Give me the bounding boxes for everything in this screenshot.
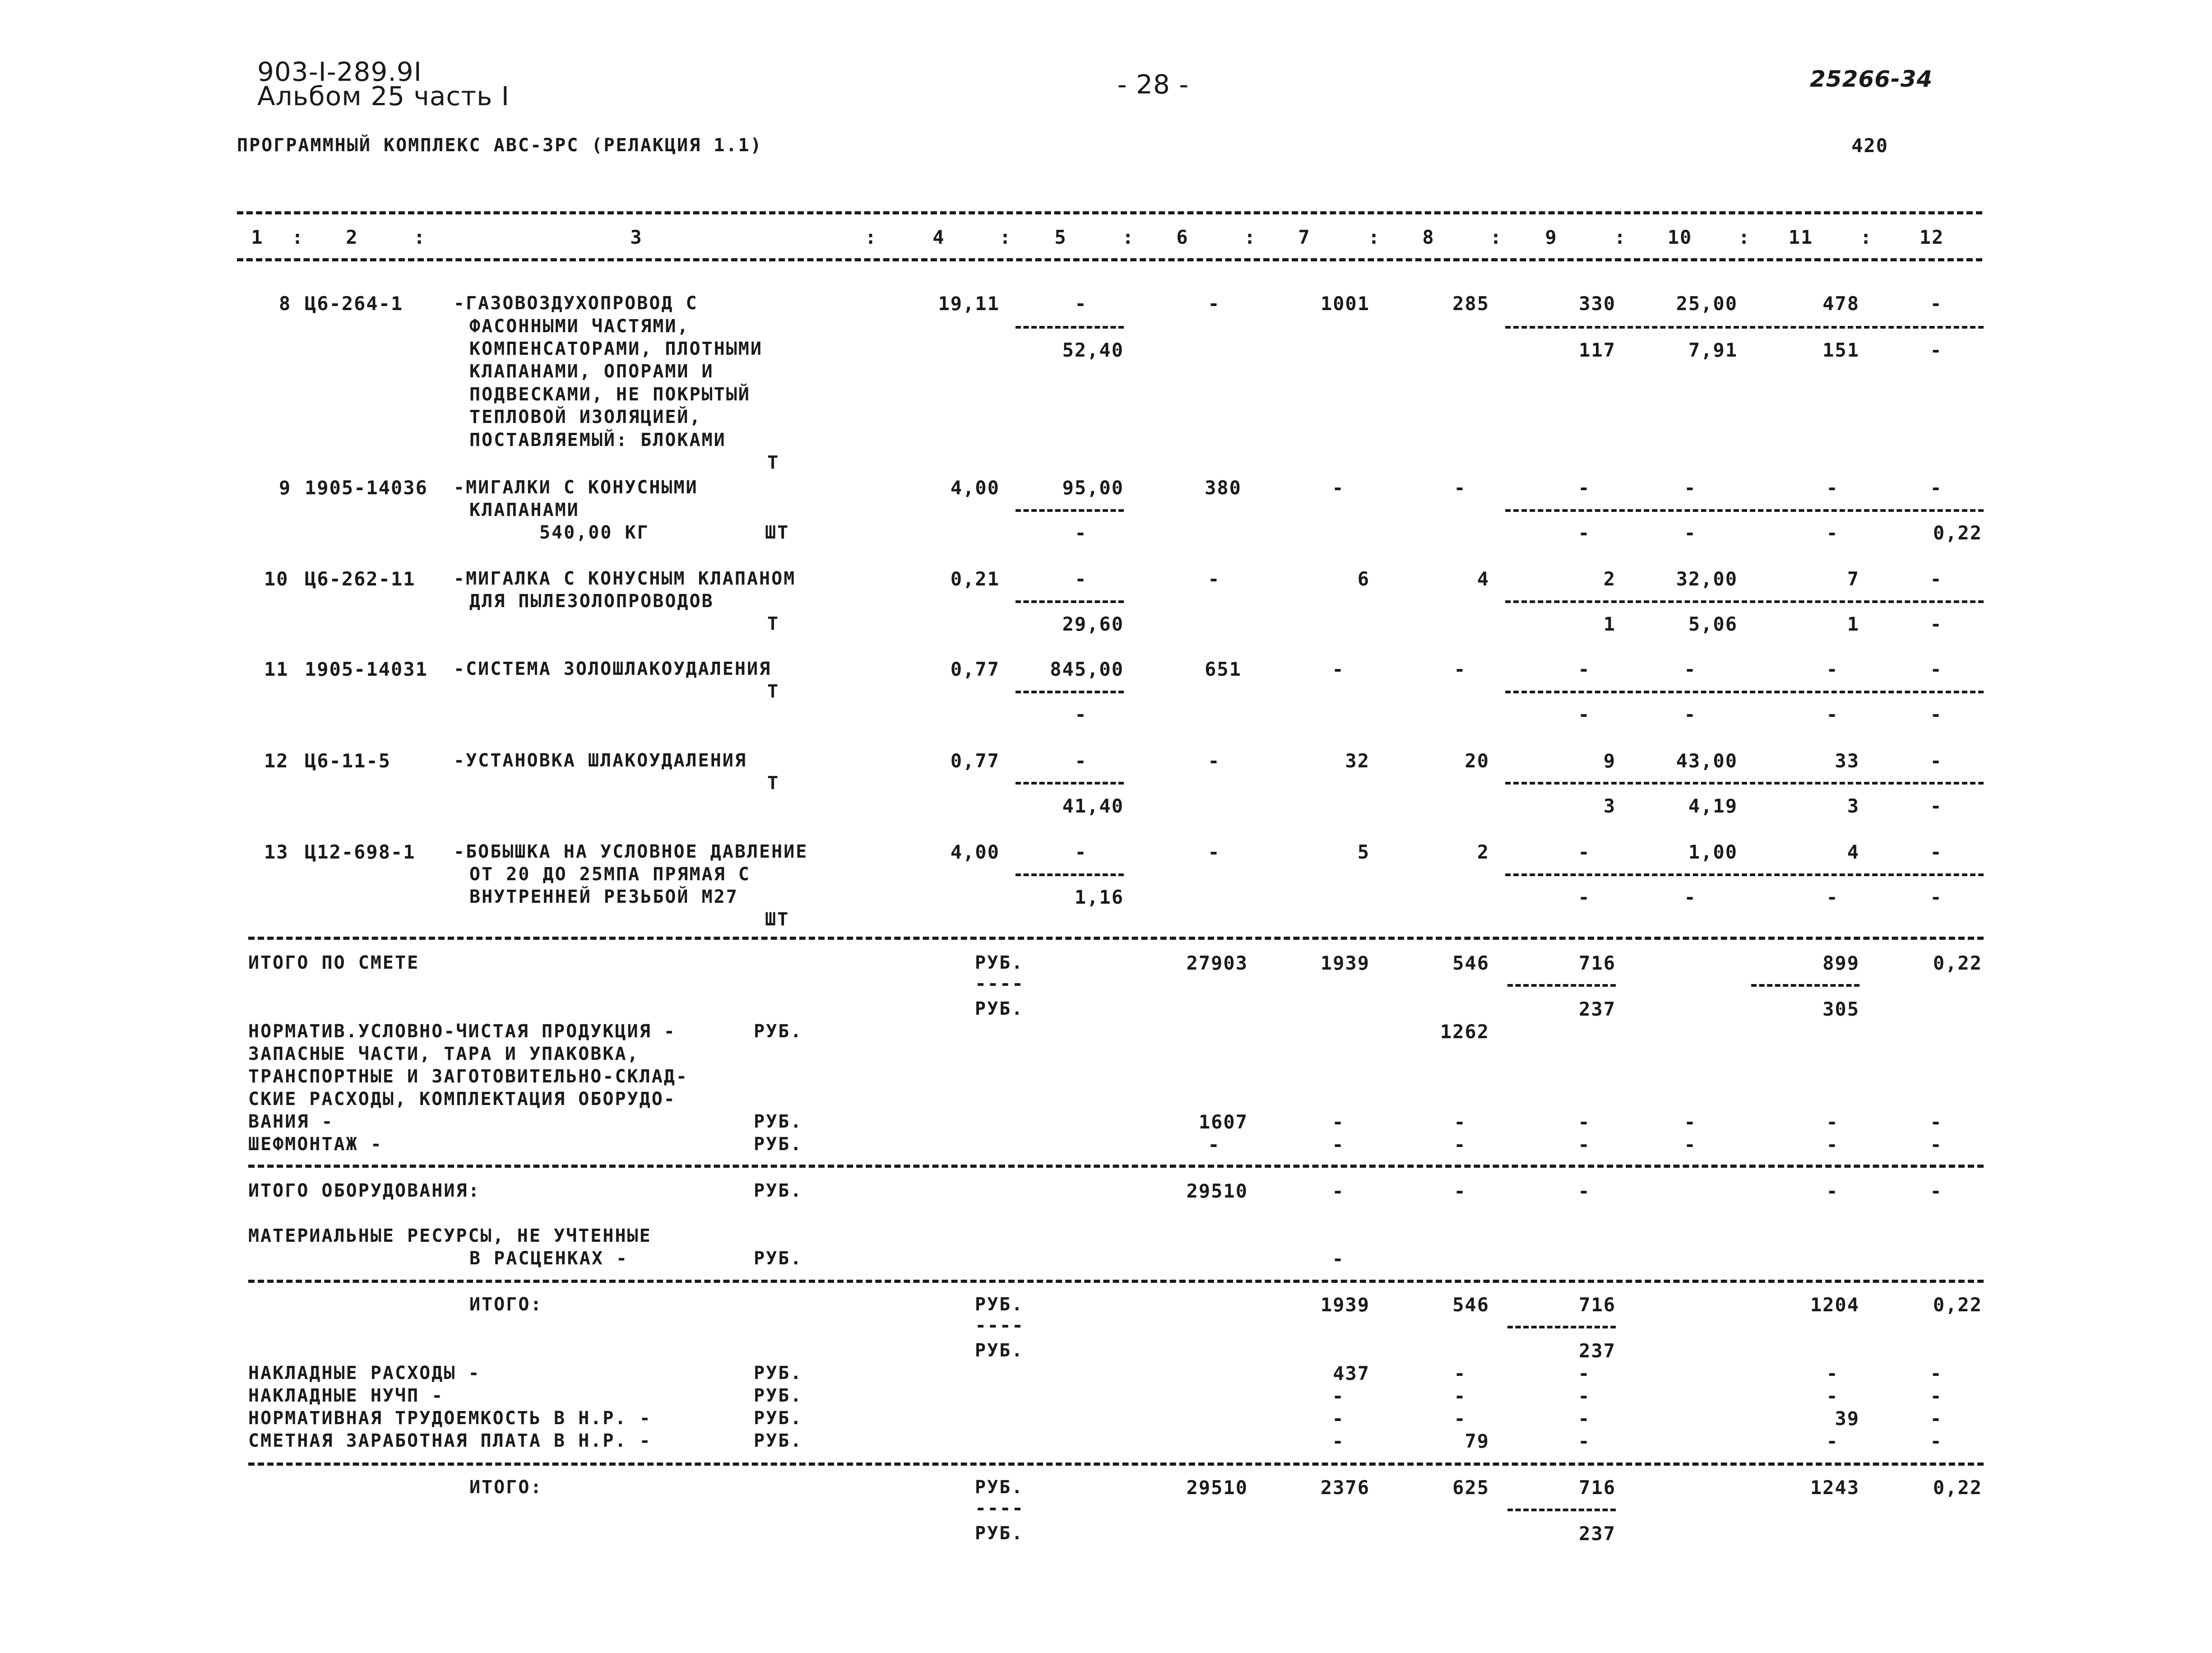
cell-divider <box>1016 600 1124 603</box>
cell-c10-bottom: 4,19 <box>1688 795 1738 817</box>
cell-c11-bottom: 3 <box>1847 795 1860 817</box>
cell-c7: - <box>1332 477 1345 499</box>
row-desc-line: -ГАЗОВОЗДУХОПРОВОД С <box>454 293 698 314</box>
row-code: Ц6-264-1 <box>305 293 403 315</box>
row-desc-line: -МИГАЛКИ С КОНУСНЫМИ <box>454 477 698 498</box>
cell-c9-bottom: 3 <box>1603 795 1616 817</box>
cell-c8: - <box>1454 1362 1466 1384</box>
row-unit: ШТ <box>765 909 790 930</box>
cell-c8: - <box>1454 1407 1466 1430</box>
row-code: 1905-14036 <box>305 477 428 499</box>
cell-c7: 5 <box>1357 841 1370 863</box>
col-sep: : <box>292 226 304 248</box>
cell-c10-top: - <box>1684 658 1697 680</box>
cell-c8: - <box>1454 1133 1466 1156</box>
cell-c8: 285 <box>1452 293 1489 315</box>
summary-label: НОРМАТИВНАЯ ТРУДОЕМКОСТЬ В Н.Р. - <box>248 1408 652 1429</box>
cell-c5-top: - <box>1075 293 1087 315</box>
cell-c11: 1204 <box>1810 1294 1860 1316</box>
summary-unit: РУБ. <box>975 952 1024 973</box>
row-unit: Т <box>767 773 780 794</box>
summary-dashes: ---- <box>975 1497 1025 1519</box>
cell-c11-top: 7 <box>1847 568 1860 590</box>
cell-divider <box>1016 691 1124 693</box>
cell-c5-bottom: - <box>1075 703 1087 725</box>
row-code: Ц6-262-11 <box>305 568 416 590</box>
cell-c7: - <box>1332 1133 1345 1156</box>
cell-c7: - <box>1332 1111 1345 1133</box>
cell-divider <box>1505 782 1984 785</box>
cell-c12: - <box>1930 1407 1943 1430</box>
summary-unit: РУБ. <box>754 1248 803 1269</box>
col-sep: : <box>865 226 877 248</box>
cell-c11: - <box>1826 1362 1839 1384</box>
section-rule <box>248 1165 1984 1168</box>
cell-c9-top: - <box>1578 477 1591 499</box>
cell-c5-bottom: 41,40 <box>1062 795 1124 817</box>
summary-label-line: ЗАПАСНЫЕ ЧАСТИ, ТАРА И УПАКОВКА, <box>248 1044 640 1064</box>
cell-c10-top: 43,00 <box>1676 750 1738 772</box>
cell-c7: 1939 <box>1320 1294 1370 1316</box>
cell-c12-bottom: - <box>1930 339 1943 361</box>
row-desc-line: ФАСОННЫМИ ЧАСТЯМИ, <box>469 316 690 337</box>
cell-c5-bottom: 29,60 <box>1062 613 1124 635</box>
cell-c10-bottom: 7,91 <box>1688 339 1738 361</box>
cell-c11-top: - <box>1826 477 1839 499</box>
cell-c11-bottom: - <box>1826 703 1839 725</box>
col-sep: : <box>1614 226 1627 248</box>
row-desc-line: КЛАПАНАМИ, ОПОРАМИ И <box>469 361 714 382</box>
col-header-8: 8 <box>1422 226 1435 248</box>
row-unit: Т <box>767 452 780 473</box>
section-rule <box>248 937 1984 940</box>
summary-label: НАКЛАДНЫЕ РАСХОДЫ - <box>248 1363 481 1384</box>
summary-label: НОРМАТИВ.УСЛОВНО-ЧИСТАЯ ПРОДУКЦИЯ - <box>248 1021 676 1042</box>
cell-c9-bottom: 237 <box>1579 1340 1616 1362</box>
row-unit: Т <box>767 681 780 702</box>
cell-c11: - <box>1826 1133 1839 1156</box>
summary-unit: РУБ. <box>754 1021 803 1042</box>
summary-unit: РУБ. <box>754 1363 803 1384</box>
row-desc-line: ОТ 20 ДО 25МПА ПРЯМАЯ С <box>469 864 751 885</box>
cell-c9-top: - <box>1578 658 1591 680</box>
header-bottom-rule <box>237 258 1982 261</box>
cell-c10-bottom: 5,06 <box>1688 613 1738 635</box>
cell-c11-top: 899 <box>1822 952 1860 974</box>
summary-dashes: ---- <box>975 972 1025 994</box>
header-top-rule <box>237 211 1982 214</box>
cell-c12-bottom: - <box>1930 703 1943 725</box>
row-unit: ШТ <box>765 522 790 543</box>
cell-c8: - <box>1454 1111 1466 1133</box>
cell-c11: 1243 <box>1810 1477 1860 1499</box>
cell-divider <box>1505 691 1984 693</box>
summary-unit-2: РУБ. <box>975 1523 1024 1544</box>
cell-c7: 1001 <box>1320 293 1370 315</box>
cell-c9-bottom: 237 <box>1579 998 1616 1020</box>
cell-c9-top: 716 <box>1579 1477 1616 1499</box>
cell-c7: 1939 <box>1320 952 1370 974</box>
cell-c9-bottom: - <box>1578 886 1591 908</box>
cell-c9-top: 716 <box>1579 1294 1616 1316</box>
cell-c10-top: 1,00 <box>1688 841 1738 863</box>
cell-c5-top: - <box>1075 750 1087 772</box>
cell-c9-bottom: - <box>1578 522 1591 544</box>
cell-c12-bottom: - <box>1930 795 1943 817</box>
cell-divider <box>1505 600 1984 603</box>
cell-c6: 380 <box>1205 477 1242 499</box>
col-sep: : <box>1738 226 1751 248</box>
cell-c6: 651 <box>1205 658 1242 680</box>
col-header-6: 6 <box>1176 226 1189 248</box>
cell-c8: - <box>1454 658 1466 680</box>
summary-label-line: МАТЕРИАЛЬНЫЕ РЕСУРСЫ, НЕ УЧТЕННЫЕ <box>248 1226 652 1246</box>
cell-c5-bottom: - <box>1075 522 1087 544</box>
cell-c12: 0,22 <box>1933 1477 1982 1499</box>
row-number: 9 <box>279 477 292 499</box>
summary-label: ИТОГО ПО СМЕТЕ <box>248 952 420 973</box>
cell-c12: - <box>1930 1180 1943 1202</box>
cell-c9-bottom: 1 <box>1603 613 1616 635</box>
cell-c12-top: - <box>1930 841 1943 863</box>
cell-c12: - <box>1930 1111 1943 1133</box>
row-quantity: 4,00 <box>950 477 1000 499</box>
summary-label-line: ТРАНСПОРТНЫЕ И ЗАГОТОВИТЕЛЬНО-СКЛАД- <box>248 1066 688 1087</box>
col-sep: : <box>1244 226 1257 248</box>
cell-c5-bottom: 1,16 <box>1074 886 1124 908</box>
cell-c11-top: 4 <box>1847 841 1860 863</box>
cell-c11: 39 <box>1835 1407 1860 1430</box>
cell-c8: 20 <box>1465 750 1489 772</box>
summary-unit-2: РУБ. <box>975 998 1024 1019</box>
cell-c10-top: 25,00 <box>1676 293 1738 315</box>
summary-unit: РУБ. <box>975 1294 1024 1315</box>
row-desc-line: ДЛЯ ПЫЛЕЗОЛОПРОВОДОВ <box>469 591 714 612</box>
cell-c11: - <box>1826 1111 1839 1133</box>
cell-c11-bottom: - <box>1826 522 1839 544</box>
summary-label: СМЕТНАЯ ЗАРАБОТНАЯ ПЛАТА В Н.Р. - <box>248 1430 652 1451</box>
cell-c6: 27903 <box>1186 952 1248 974</box>
cell-c12-top: - <box>1930 293 1943 315</box>
cell-c6: 1607 <box>1198 1111 1248 1133</box>
row-desc-line: -МИГАЛКА С КОНУСНЫМ КЛАПАНОМ <box>454 568 796 589</box>
row-number: 10 <box>264 568 289 590</box>
cell-c9-top: 330 <box>1579 293 1616 315</box>
cell-c6: - <box>1208 1133 1220 1156</box>
cell-c10-bottom: - <box>1684 703 1697 725</box>
col-header-3: 3 <box>630 226 643 248</box>
cell-divider <box>1016 782 1124 785</box>
cell-c11-top: - <box>1826 658 1839 680</box>
cell-c8: - <box>1454 1385 1466 1407</box>
summary-label-line: В РАСЦЕНКАХ - <box>469 1248 629 1269</box>
cell-c12-top: - <box>1930 568 1943 590</box>
cell-c11-bottom: 151 <box>1822 339 1860 361</box>
cell-c12: 0,22 <box>1933 952 1982 974</box>
page-number: - 28 - <box>1117 69 1189 100</box>
row-desc-line: ПОСТАВЛЯЕМЫЙ: БЛОКАМИ <box>469 430 726 450</box>
row-number: 13 <box>264 841 289 863</box>
cell-c6: 29510 <box>1186 1477 1248 1499</box>
cell-divider <box>1507 984 1616 987</box>
summary-unit: РУБ. <box>754 1134 803 1155</box>
cell-c8: 546 <box>1452 1294 1489 1316</box>
cell-divider <box>1505 326 1984 329</box>
section-rule <box>248 1280 1984 1283</box>
summary-unit-2: РУБ. <box>975 1340 1024 1361</box>
cell-c11: - <box>1826 1180 1839 1202</box>
summary-unit: РУБ. <box>754 1408 803 1429</box>
row-quantity: 0,77 <box>950 658 1000 680</box>
cell-c9-top: 2 <box>1603 568 1616 590</box>
cell-c6: - <box>1208 841 1220 863</box>
col-sep: : <box>1368 226 1381 248</box>
summary-label: ШЕФМОНТАЖ - <box>248 1134 383 1155</box>
archive-stamp: 25266-34 <box>1810 66 1933 92</box>
cell-c7: - <box>1332 1430 1345 1452</box>
row-number: 8 <box>279 293 292 315</box>
cell-c12-bottom: 0,22 <box>1933 522 1982 544</box>
cell-divider <box>1016 509 1124 512</box>
row-weight: 540,00 КГ <box>539 522 649 543</box>
cell-c9: - <box>1578 1133 1591 1156</box>
cell-c9: - <box>1578 1180 1591 1202</box>
col-sep: : <box>413 226 426 248</box>
cell-c12-bottom: - <box>1930 886 1943 908</box>
cell-c6: 29510 <box>1186 1180 1248 1202</box>
cell-c11: - <box>1826 1385 1839 1407</box>
cell-c12-top: - <box>1930 750 1943 772</box>
col-header-12: 12 <box>1919 226 1944 248</box>
summary-unit: РУБ. <box>754 1180 803 1201</box>
row-quantity: 0,21 <box>950 568 1000 590</box>
col-header-1: 1 <box>251 226 264 248</box>
col-header-7: 7 <box>1298 226 1311 248</box>
cell-c10: - <box>1684 1133 1697 1156</box>
summary-unit: РУБ. <box>975 1477 1024 1498</box>
cell-c9-top: 9 <box>1603 750 1616 772</box>
cell-c6: - <box>1208 750 1220 772</box>
document-code: 903-I-289.9I <box>257 56 422 87</box>
col-header-9: 9 <box>1545 226 1558 248</box>
cell-c11-top: 33 <box>1835 750 1860 772</box>
program-title: ПРОГРАММНЫЙ КОМПЛЕКС АВС-3РС (РЕЛАКЦИЯ 1.1) <box>237 135 763 156</box>
row-number: 11 <box>264 658 289 680</box>
row-quantity: 4,00 <box>950 841 1000 863</box>
cell-c9: - <box>1578 1407 1591 1430</box>
cell-c8: - <box>1454 477 1466 499</box>
cell-c10-bottom: - <box>1684 886 1697 908</box>
cell-c9-bottom: - <box>1578 703 1591 725</box>
row-desc-line: ВНУТРЕННЕЙ РЕЗЬБОЙ М27 <box>469 887 738 907</box>
cell-c5-bottom: 52,40 <box>1062 339 1124 361</box>
row-desc-line: ПОДВЕСКАМИ, НЕ ПОКРЫТЫЙ <box>469 384 751 405</box>
col-header-2: 2 <box>346 226 358 248</box>
cell-divider <box>1505 873 1984 876</box>
cell-c7: - <box>1332 1248 1345 1270</box>
summary-label-line: СКИЕ РАСХОДЫ, КОМПЛЕКТАЦИЯ ОБОРУДО- <box>248 1089 676 1110</box>
cell-c9: - <box>1578 1430 1591 1452</box>
cell-c7: - <box>1332 1385 1345 1407</box>
cell-c9: - <box>1578 1111 1591 1133</box>
col-header-10: 10 <box>1667 226 1693 248</box>
cell-divider <box>1505 509 1984 512</box>
cell-c12: 0,22 <box>1933 1294 1982 1316</box>
summary-unit: РУБ. <box>754 1385 803 1406</box>
col-header-11: 11 <box>1788 226 1813 248</box>
cell-c6: - <box>1208 293 1220 315</box>
row-code: Ц6-11-5 <box>305 750 391 772</box>
col-sep: : <box>1122 226 1135 248</box>
cell-c8: 2 <box>1477 841 1489 863</box>
cell-divider <box>1507 1326 1616 1328</box>
cell-c5-top: 845,00 <box>1050 658 1124 680</box>
row-unit: Т <box>767 613 780 634</box>
row-number: 12 <box>264 750 289 772</box>
row-desc-line: ТЕПЛОВОЙ ИЗОЛЯЦИЕЙ, <box>469 407 702 427</box>
cell-c10-bottom: - <box>1684 522 1697 544</box>
sheet-number: 420 <box>1851 135 1888 157</box>
cell-c8: 79 <box>1465 1430 1489 1452</box>
cell-c11-bottom: - <box>1826 886 1839 908</box>
cell-divider <box>1507 1509 1616 1511</box>
col-sep: : <box>1860 226 1873 248</box>
cell-c9-top: - <box>1578 841 1591 863</box>
cell-c12: - <box>1930 1430 1943 1452</box>
col-sep: : <box>1490 226 1502 248</box>
cell-divider <box>1016 873 1124 876</box>
cell-c7: 6 <box>1357 568 1370 590</box>
cell-c12: - <box>1930 1385 1943 1407</box>
cell-c8: - <box>1454 1180 1466 1202</box>
cell-c6: - <box>1208 568 1220 590</box>
cell-c12-bottom: - <box>1930 613 1943 635</box>
cell-c9-bottom: 237 <box>1579 1523 1616 1545</box>
cell-c5-top: - <box>1075 841 1087 863</box>
row-code: 1905-14031 <box>305 658 428 680</box>
cell-c12-top: - <box>1930 658 1943 680</box>
album-label: Альбом 25 часть I <box>257 81 510 111</box>
cell-c5-top: - <box>1075 568 1087 590</box>
summary-label: ИТОГО ОБОРУДОВАНИЯ: <box>248 1180 481 1201</box>
cell-divider <box>1751 984 1860 987</box>
row-desc-line: -БОБЫШКА НА УСЛОВНОЕ ДАВЛЕНИЕ <box>454 841 808 862</box>
cell-c7: 437 <box>1333 1362 1370 1384</box>
cell-c11-top: 478 <box>1822 293 1860 315</box>
cell-c9: - <box>1578 1362 1591 1384</box>
cell-c12-top: - <box>1930 477 1943 499</box>
row-quantity: 0,77 <box>950 750 1000 772</box>
summary-unit: РУБ. <box>754 1111 803 1132</box>
cell-c5-top: 95,00 <box>1062 477 1124 499</box>
cell-c8: 546 <box>1452 952 1489 974</box>
row-desc-line: КЛАПАНАМИ <box>469 500 580 520</box>
section-rule <box>248 1463 1984 1466</box>
summary-dashes: ---- <box>975 1314 1025 1336</box>
cell-c12: - <box>1930 1362 1943 1384</box>
cell-c8: 625 <box>1452 1477 1489 1499</box>
cell-c9-top: 716 <box>1579 952 1616 974</box>
cell-c7: - <box>1332 658 1345 680</box>
cell-c8: 1262 <box>1440 1021 1489 1043</box>
row-code: Ц12-698-1 <box>305 841 416 863</box>
col-header-5: 5 <box>1054 226 1067 248</box>
row-desc-line: КОМПЕНСАТОРАМИ, ПЛОТНЫМИ <box>469 339 763 359</box>
cell-c7: - <box>1332 1407 1345 1430</box>
cell-c7: 32 <box>1345 750 1370 772</box>
cell-c7: - <box>1332 1180 1345 1202</box>
cell-c11-bottom: 1 <box>1847 613 1860 635</box>
row-quantity: 19,11 <box>938 293 1000 315</box>
cell-c11: - <box>1826 1430 1839 1452</box>
summary-unit: РУБ. <box>754 1430 803 1451</box>
cell-c11-bottom: 305 <box>1822 998 1860 1020</box>
col-sep: : <box>999 226 1012 248</box>
cell-c10-top: 32,00 <box>1676 568 1738 590</box>
summary-label: ИТОГО: <box>469 1477 543 1498</box>
row-desc-line: -УСТАНОВКА ШЛАКОУДАЛЕНИЯ <box>454 750 747 771</box>
cell-c12: - <box>1930 1133 1943 1156</box>
summary-label: НАКЛАДНЫЕ НУЧП - <box>248 1385 444 1406</box>
cell-c10-top: - <box>1684 477 1697 499</box>
cell-c9: - <box>1578 1385 1591 1407</box>
summary-label: ИТОГО: <box>469 1294 543 1315</box>
row-desc-line: -СИСТЕМА ЗОЛОШЛАКОУДАЛЕНИЯ <box>454 659 772 679</box>
cell-c7: 2376 <box>1320 1477 1370 1499</box>
col-header-4: 4 <box>932 226 945 248</box>
cell-c9-bottom: 117 <box>1579 339 1616 361</box>
cell-divider <box>1016 326 1124 329</box>
cell-c8: 4 <box>1477 568 1489 590</box>
cell-c10: - <box>1684 1111 1697 1133</box>
summary-label-line: ВАНИЯ - <box>248 1111 334 1132</box>
